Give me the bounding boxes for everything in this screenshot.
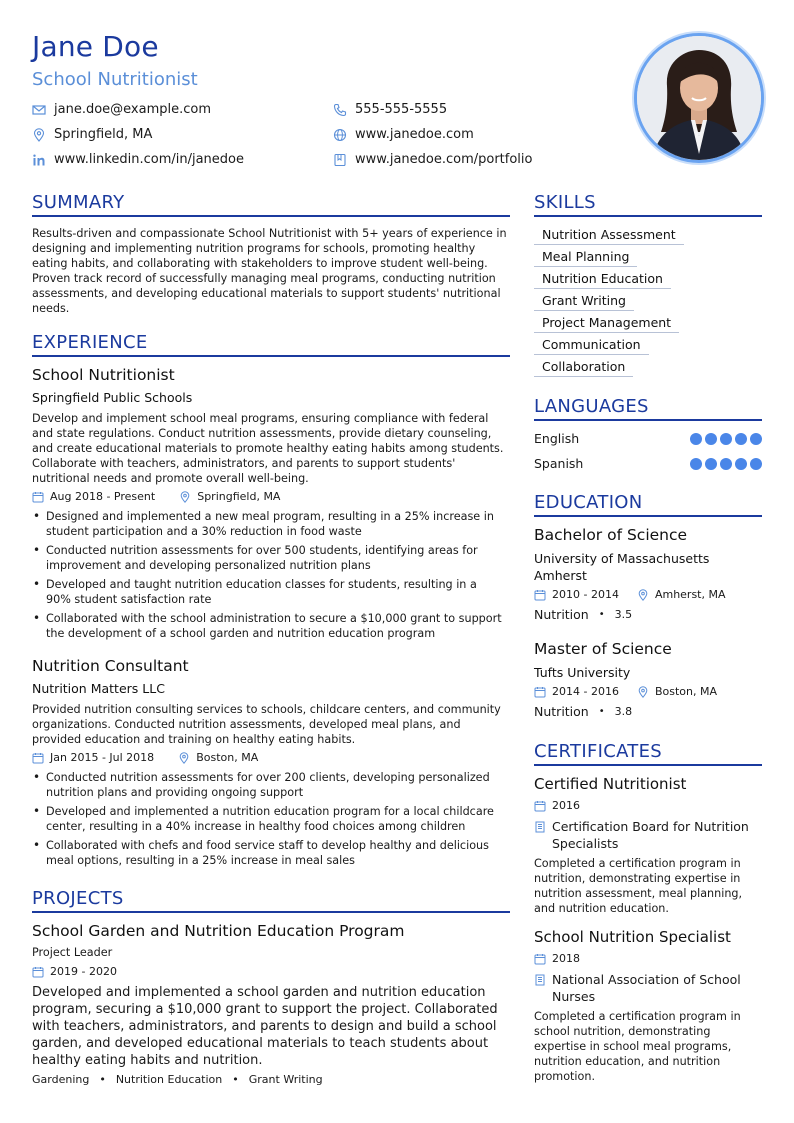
proficiency-dot [735, 433, 747, 445]
proficiency-dot [705, 458, 717, 470]
calendar-icon [32, 966, 44, 978]
certificates-heading: CERTIFICATES [534, 741, 762, 766]
education-grade: Nutrition • 3.5 [534, 607, 633, 622]
proficiency-dot [735, 458, 747, 470]
location-pin-icon [178, 752, 190, 764]
contact-location [32, 127, 152, 142]
certificate-description: Completed a certification program in school nutrition, demonstrating expertise in school meal programs, nutrition education, and nutrition promotion. [534, 1010, 741, 1083]
education-grade: Nutrition • 3.8 [534, 704, 633, 719]
skills-list [534, 224, 762, 378]
calendar-icon [534, 953, 546, 965]
education-meta [534, 588, 726, 601]
skill-tag: Grant Writing [534, 291, 634, 311]
proficiency-dot [750, 433, 762, 445]
project-tag: Gardening [32, 1073, 90, 1086]
phone-icon [333, 103, 347, 117]
avatar-portrait-icon [637, 36, 761, 160]
certificate-meta [534, 799, 580, 812]
list-item: • Conducted nutrition assessments for over 500 students, identifying areas for improvement and developing personalized nutrition plans [32, 543, 502, 573]
globe-icon [333, 128, 347, 142]
language-row [534, 431, 762, 446]
certificate-issuer-text: Certification Board for Nutrition Specialists [552, 819, 749, 851]
certificate-year: 2018 [552, 952, 580, 965]
institution-icon [534, 821, 546, 833]
project-tag: Grant Writing [248, 1073, 323, 1086]
website-text: www.janedoe.com [355, 127, 474, 142]
job-location: Springfield, MA [197, 490, 281, 503]
job-bullets [32, 770, 502, 872]
job-location: Boston, MA [196, 751, 259, 764]
language-name: English [534, 431, 580, 446]
job-title: Nutrition Consultant [32, 657, 189, 675]
certificate-description: Completed a certification program in nutrition, demonstrating expertise in nutrition assessment, meal planning, and nutrition education. [534, 857, 743, 915]
job-dates: Jan 2015 - Jul 2018 [50, 751, 155, 764]
list-item: • Conducted nutrition assessments for over 200 clients, developing personalized nutrition plans and providing ongoing support [32, 770, 502, 800]
education-gpa: 3.5 [614, 608, 633, 621]
experience-heading: EXPERIENCE [32, 332, 510, 357]
skill-tag: Collaboration [534, 357, 633, 377]
location-pin-icon [637, 686, 649, 698]
skill-tag: Nutrition Education [534, 269, 671, 289]
education-field: Nutrition [534, 704, 589, 719]
portfolio-text: www.janedoe.com/portfolio [355, 152, 533, 167]
location-pin-icon [32, 128, 46, 142]
contact-linkedin[interactable] [32, 152, 244, 167]
education-location: Boston, MA [654, 685, 717, 698]
job-bullets [32, 509, 502, 645]
project-description: Developed and implemented a school garden and nutrition education program, securing a $10,000 grant to support the project. Collaborated with teachers, administrators, and parents to design and build a school garden, and developed educational materials to teach students about healthy eating habits and nutrition. [32, 985, 498, 1068]
certificate-meta [534, 952, 580, 965]
skills-heading: SKILLS [534, 192, 762, 217]
project-title: School Garden and Nutrition Education Program [32, 922, 405, 940]
school-name: University of Massachusetts Amherst [534, 551, 710, 583]
certificate-issuer-text: National Association of School Nurses [552, 972, 741, 1004]
certificate-issuer [534, 971, 762, 1005]
list-item: • Designed and implemented a new meal program, resulting in a 25% increase in student participation and a 30% reduction in food waste [32, 509, 502, 539]
job-meta [32, 490, 280, 503]
profile-photo [634, 33, 764, 163]
language-row [534, 456, 762, 471]
summary-text: Results-driven and compassionate School Nutritionist with 5+ years of experience in designing and implementing nutrition programs for schools, promoting healthy eating habits, and collaborating with stakeholders to improve student well-being. Proven track record of successfully managing meal programs, conducting nutrition assessments, and developing educational materials to support students' nutritional needs. [32, 227, 507, 315]
language-name: Spanish [534, 456, 584, 471]
email-icon [32, 103, 46, 117]
list-item: • Developed and implemented a nutrition education program for a local childcare center, resulting in a 40% increase in healthy food choices among children [32, 804, 502, 834]
list-item: • Developed and taught nutrition education classes for students, resulting in a 90% student satisfaction rate [32, 577, 502, 607]
project-meta [32, 965, 117, 978]
certificate-issuer [534, 818, 762, 852]
language-level [690, 458, 762, 470]
calendar-icon [534, 589, 546, 601]
location-pin-icon [637, 589, 649, 601]
certificate-title: School Nutrition Specialist [534, 928, 731, 946]
calendar-icon [534, 800, 546, 812]
calendar-icon [534, 686, 546, 698]
education-gpa: 3.8 [614, 705, 633, 718]
contact-website[interactable] [333, 127, 474, 142]
school-name: Tufts University [534, 665, 631, 680]
location-pin-icon [179, 491, 191, 503]
education-dates: 2010 - 2014 [552, 588, 619, 601]
list-item: • Collaborated with chefs and food service staff to develop healthy and delicious meal options, resulting in a 25% increase in meal sales [32, 838, 502, 868]
education-field: Nutrition [534, 607, 589, 622]
contact-portfolio[interactable] [333, 152, 533, 167]
language-level [690, 433, 762, 445]
location-text: Springfield, MA [54, 127, 153, 142]
calendar-icon [32, 752, 44, 764]
proficiency-dot [690, 458, 702, 470]
project-tag: Nutrition Education [115, 1073, 223, 1086]
skill-tag: Project Management [534, 313, 679, 333]
education-heading: EDUCATION [534, 492, 762, 517]
job-description: Provided nutrition consulting services to schools, childcare centers, and community organizations. Conducted nutrition assessments, developed meal plans, and provided education and training on healthy eating habits. [32, 703, 501, 746]
contact-phone[interactable] [333, 102, 447, 117]
education-meta [534, 685, 717, 698]
summary-heading: SUMMARY [32, 192, 510, 217]
job-company: Nutrition Matters LLC [32, 681, 165, 696]
list-item: • Collaborated with the school administration to secure a $10,000 grant to support the development of a school garden and nutrition education program [32, 611, 502, 641]
candidate-name: Jane Doe [32, 30, 159, 63]
project-tags: Gardening • Nutrition Education • Grant Writing [32, 1073, 323, 1086]
candidate-role: School Nutritionist [32, 69, 198, 90]
proficiency-dot [750, 458, 762, 470]
portfolio-icon [333, 153, 347, 167]
degree-title: Bachelor of Science [534, 526, 688, 544]
projects-heading: PROJECTS [32, 888, 510, 913]
job-description: Develop and implement school meal programs, ensuring compliance with federal and state regulations. Conduct nutrition assessments, provide dietary counseling, and create educational materials to promote healthy eating habits among students. Collaborate with teachers, administrators, and parents to support students' nutritional needs and promote overall well-being. [32, 412, 504, 485]
job-company: Springfield Public Schools [32, 390, 193, 405]
education-location: Amherst, MA [654, 588, 726, 601]
calendar-icon [32, 491, 44, 503]
job-meta [32, 751, 258, 764]
proficiency-dot [705, 433, 717, 445]
degree-title: Master of Science [534, 640, 672, 658]
proficiency-dot [690, 433, 702, 445]
contact-email[interactable] [32, 102, 211, 117]
certificate-year: 2016 [552, 799, 580, 812]
job-title: School Nutritionist [32, 366, 175, 384]
job-dates: Aug 2018 - Present [50, 490, 156, 503]
languages-heading: LANGUAGES [534, 396, 762, 421]
proficiency-dot [720, 433, 732, 445]
linkedin-icon [32, 153, 46, 167]
skill-tag: Meal Planning [534, 247, 637, 267]
linkedin-text: www.linkedin.com/in/janedoe [54, 152, 244, 167]
proficiency-dot [720, 458, 732, 470]
skill-tag: Nutrition Assessment [534, 225, 684, 245]
education-dates: 2014 - 2016 [552, 685, 619, 698]
certificate-title: Certified Nutritionist [534, 775, 687, 793]
skill-tag: Communication [534, 335, 649, 355]
institution-icon [534, 974, 546, 986]
project-dates: 2019 - 2020 [50, 965, 117, 978]
project-role: Project Leader [32, 946, 113, 959]
email-text: jane.doe@example.com [54, 102, 212, 117]
phone-text: 555-555-5555 [355, 102, 448, 117]
